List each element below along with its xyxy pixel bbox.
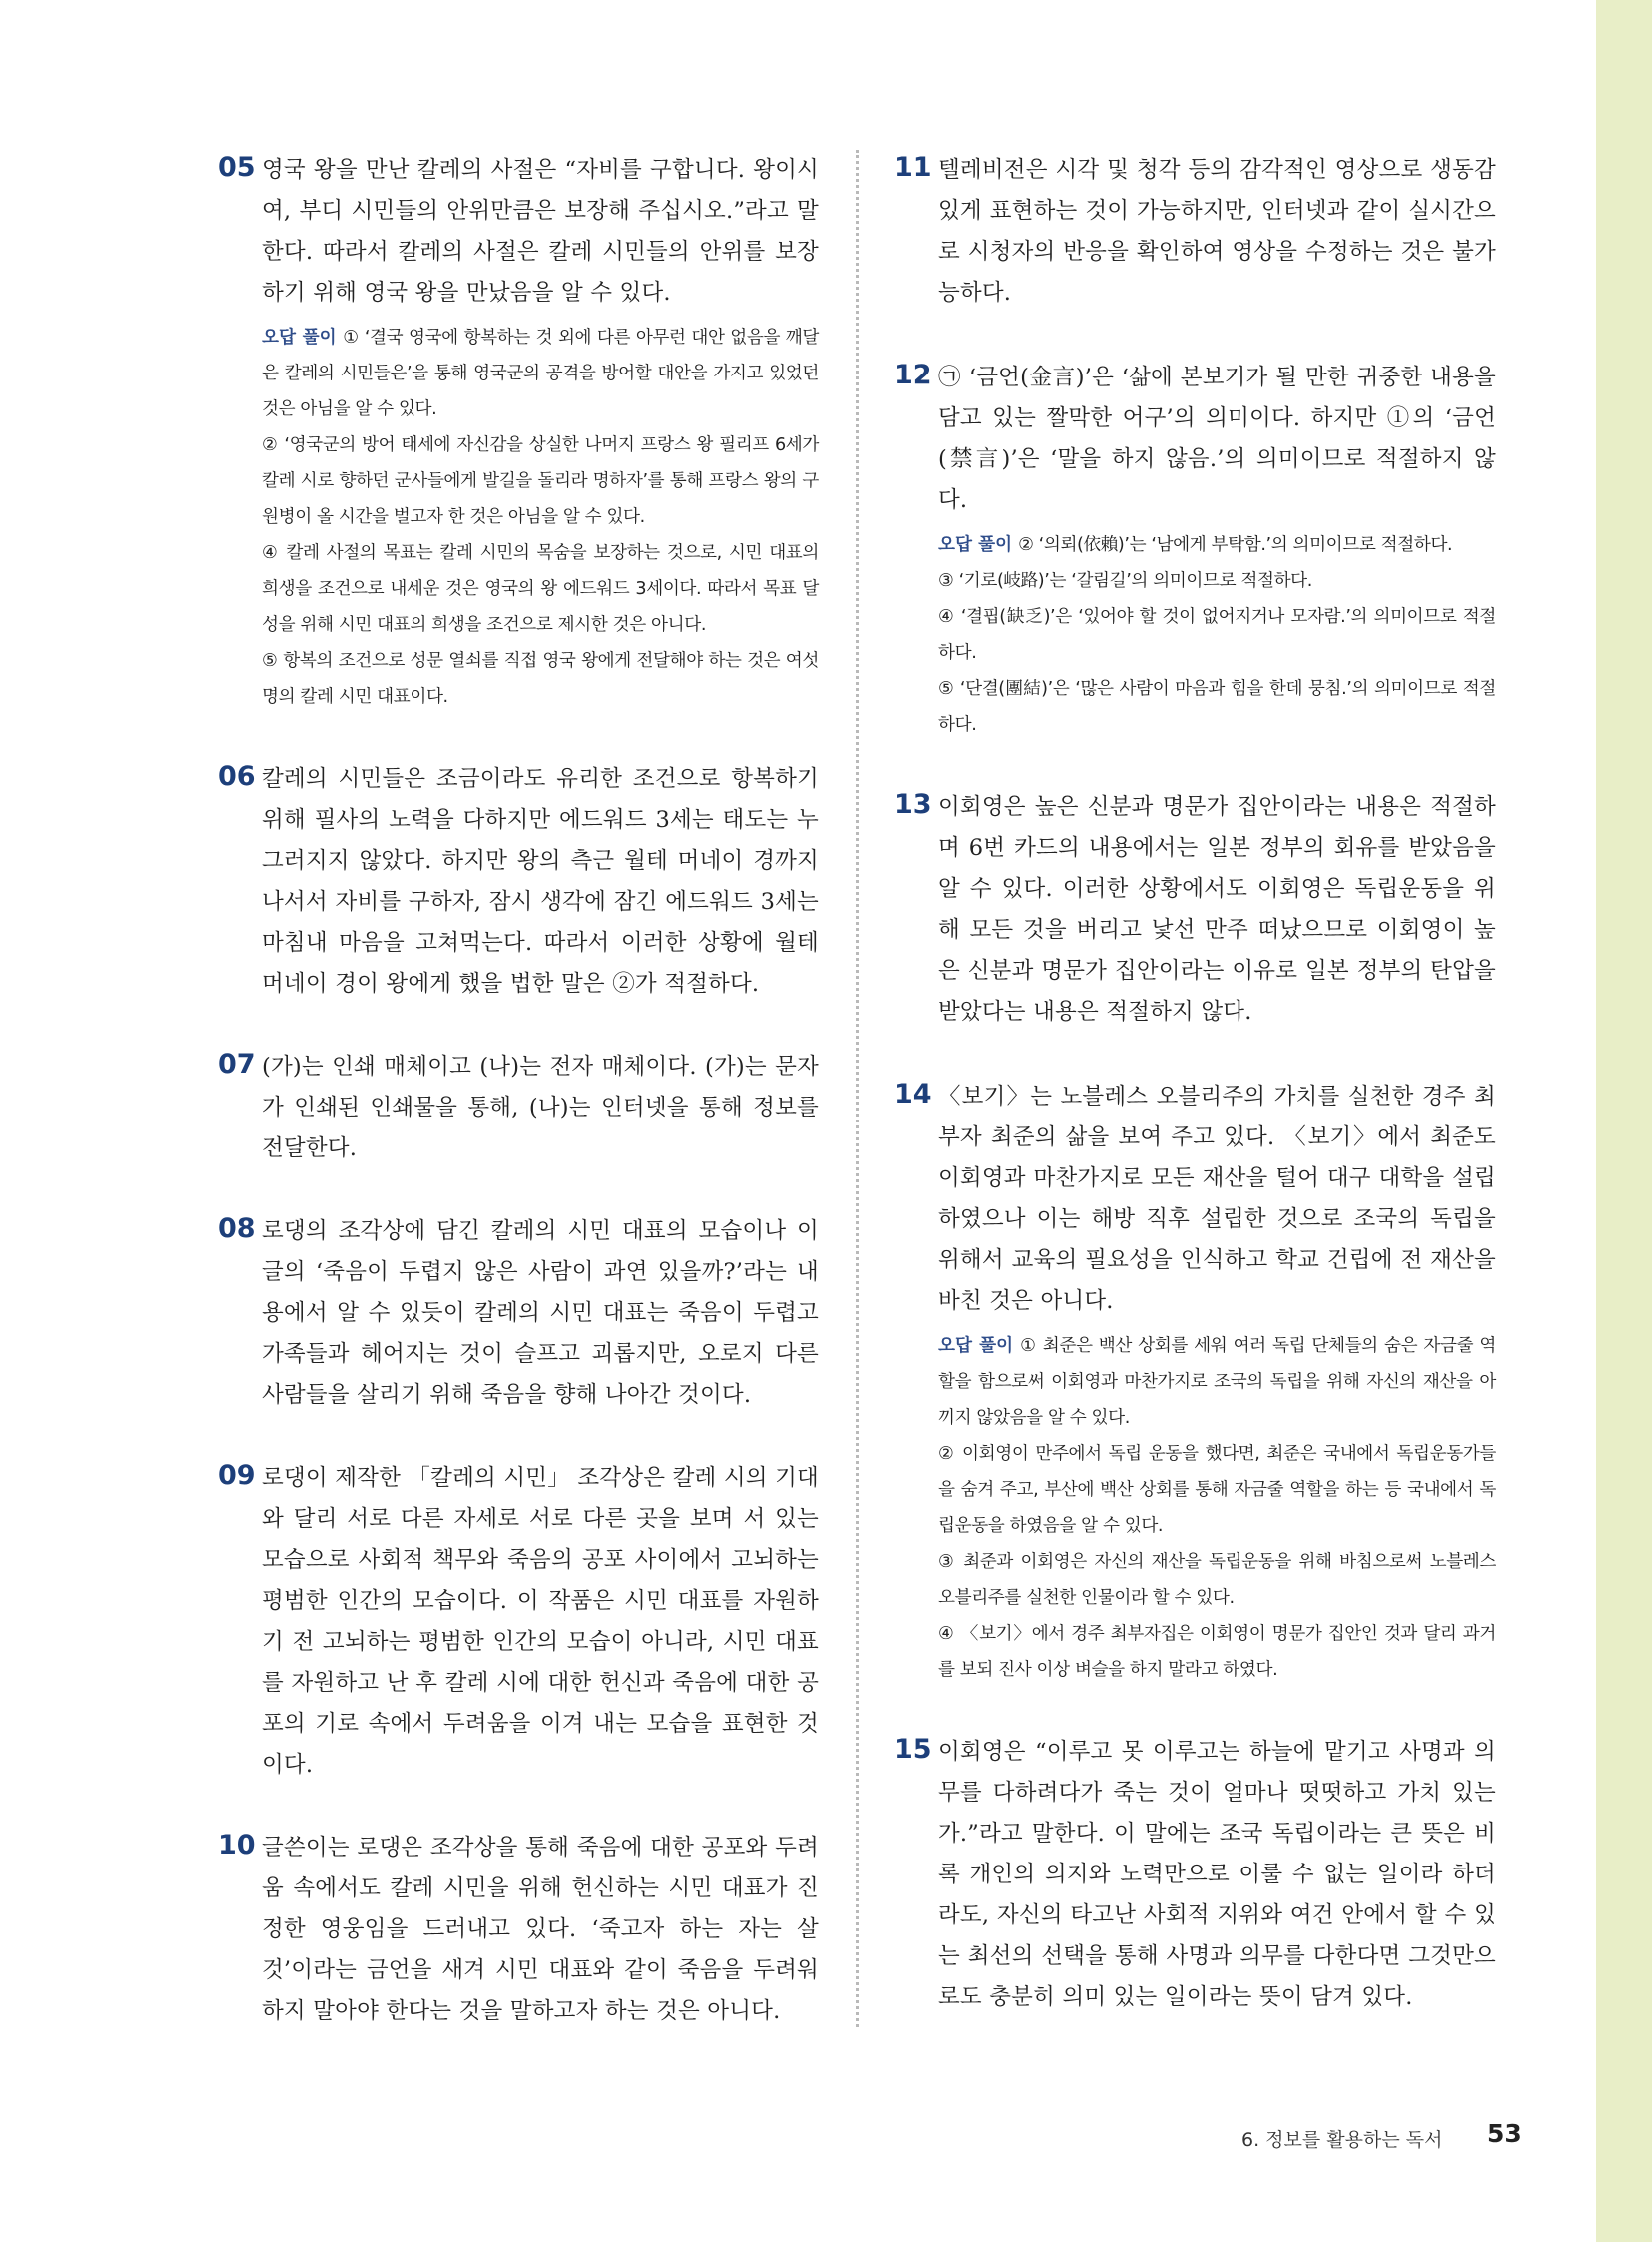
answer-text: 텔레비전은 시각 및 청각 등의 감각적인 영상으로 생동감 있게 표현하는 것이 가능하지만, 인터넷과 같이 실시간으로 시청자의 반응을 확인하여 영상을 수정하는 것은 불가능하다. <box>938 157 1496 306</box>
answer-13 <box>894 787 1496 1033</box>
note-4: ④ 〈보기〉에서 경주 최부자집은 이회영이 명문가 집안인 것과 달리 과거를 보되 진사 이상 벼슬을 하지 말라고 하였다. <box>938 1624 1496 1680</box>
wrong-answer-tag: 오답 풀이 <box>262 328 337 348</box>
question-number: 07 <box>218 1049 256 1080</box>
column-divider <box>856 150 859 2027</box>
answer-text: 칼레의 시민들은 조금이라도 유리한 조건으로 항복하기 위해 필사의 노력을 다하지만 에드워드 3세는 태도는 누그러지지 않았다. 하지만 왕의 측근 월테 머네이 경까지 나서서 자비를 구하자, 잠시 생각에 잠긴 에드워드 3세는 마침내 마음을 고쳐먹는다. 따라서 이러한 상황에 월테 머네이 경이 왕에게 했을 법한 말은 ②가 적절하다. <box>262 766 819 997</box>
answer-text: 〈보기〉는 노블레스 오블리주의 가치를 실천한 경주 최부자 최준의 삶을 보여 주고 있다. 〈보기〉에서 최준도 이회영과 마찬가지로 모든 재산을 털어 대구 대학을 설립하였으나 이는 해방 직후 설립한 것으로 조국의 독립을 위해서 교육의 필요성을 인식하고 학교 건립에 전 재산을 바친 것은 아니다. <box>938 1084 1496 1314</box>
chapter-title: 6. 정보를 활용하는 독서 <box>1241 2129 1443 2151</box>
page-number: 53 <box>1487 2119 1522 2148</box>
page-edge-strip <box>1596 0 1652 2242</box>
note-1: 오답 풀이 ① 최준은 백산 상회를 세워 여러 독립 단체들의 숨은 자금줄 역할을 함으로써 이회영과 마찬가지로 조국의 독립을 위해 자신의 재산을 아끼지 않았음을 알 수 있다. <box>938 1336 1496 1428</box>
note-1: 오답 풀이 ② ‘의뢰(依賴)’는 ‘남에게 부탁함.’의 의미이므로 적절하다. <box>938 535 1453 555</box>
note-3: ④ ‘결핍(缺乏)’은 ‘있어야 할 것이 없어지거나 모자람.’의 의미이므로 적절하다. <box>938 607 1496 663</box>
note-2: ③ ‘기로(岐路)’는 ‘갈림길’의 의미이므로 적절하다. <box>938 571 1312 591</box>
question-number: 06 <box>218 761 256 792</box>
wrong-answer-tag: 오답 풀이 <box>938 535 1013 555</box>
question-number: 05 <box>218 152 256 183</box>
question-number: 12 <box>894 360 932 390</box>
question-number: 08 <box>218 1213 256 1244</box>
wrong-answer-notes <box>938 1328 1496 1688</box>
answer-15 <box>894 1732 1496 2018</box>
answer-text: 글쓴이는 로댕은 조각상을 통해 죽음에 대한 공포와 두려움 속에서도 칼레 시민을 위해 헌신하는 시민 대표가 진정한 영웅임을 드러내고 있다. ‘죽고자 하는 자는 살 것’이라는 금언을 새겨 시민 대표와 같이 죽음을 두려워하지 말아야 한다는 것을 말하고자 하는 것은 아니다. <box>262 1835 819 2024</box>
answer-text: ㉠ ‘금언(金言)’은 ‘삶에 본보기가 될 만한 귀중한 내용을 담고 있는 짤막한 어구’의 의미이다. 하지만 ①의 ‘금언(禁言)’은 ‘말을 하지 않음.’의 의미이므로 적절하지 않다. <box>938 365 1496 513</box>
answer-text: 이회영은 높은 신분과 명문가 집안이라는 내용은 적절하며 6번 카드의 내용에서는 일본 정부의 회유를 받았음을 알 수 있다. 이러한 상황에서도 이회영은 독립운동을 위해 모든 것을 버리고 낯선 만주 떠났으므로 이회영이 높은 신분과 명문가 집안이라는 이유로 일본 정부의 탄압을 받았다는 내용은 적절하지 않다. <box>938 794 1496 1025</box>
note-4: ⑤ 항복의 조건으로 성문 열쇠를 직접 영국 왕에게 전달해야 하는 것은 여섯 명의 칼레 시민 대표이다. <box>262 651 819 707</box>
right-column <box>894 150 1496 2018</box>
answer-text: 로댕이 제작한 「칼레의 시민」 조각상은 칼레 시의 기대와 달리 서로 다른 자세로 서로 다른 곳을 보며 서 있는 모습으로 사회적 책무와 죽음의 공포 사이에서 고뇌하는 평범한 인간의 모습이다. 이 작품은 시민 대표를 자원하기 전 고뇌하는 평범한 인간의 모습이 아니라, 시민 대표를 자원하고 난 후 칼레 시에 대한 헌신과 죽음에 대한 공포의 기로 속에서 두려움을 이겨 내는 모습을 표현한 것이다. <box>262 1465 819 1778</box>
question-number: 11 <box>894 152 932 183</box>
wrong-answer-notes <box>262 320 819 715</box>
wrong-answer-tag: 오답 풀이 <box>938 1336 1014 1356</box>
answer-text: 이회영은 “이루고 못 이루고는 하늘에 맡기고 사명과 의무를 다하려다가 죽는 것이 얼마나 떳떳하고 가치 있는가.”라고 말한다. 이 말에는 조국 독립이라는 큰 뜻은 비록 개인의 의지와 노력만으로 이룰 수 없는 일이라 하더라도, 자신의 타고난 사회적 지위와 여건 안에서 할 수 있는 최선의 선택을 통해 사명과 의무를 다한다면 그것만으로도 충분히 의미 있는 일이라는 뜻이 담겨 있다. <box>938 1739 1496 2010</box>
note-4: ⑤ ‘단결(團結)’은 ‘많은 사람이 마음과 힘을 한데 뭉침.’의 의미이므로 적절하다. <box>938 679 1496 735</box>
answer-12 <box>894 358 1496 743</box>
answer-07 <box>218 1047 819 1169</box>
answer-05 <box>218 150 819 715</box>
question-number: 09 <box>218 1460 256 1491</box>
answer-text: 영국 왕을 만난 칼레의 사절은 “자비를 구합니다. 왕이시여, 부디 시민들의 안위만큼은 보장해 주십시오.”라고 말한다. 따라서 칼레의 사절은 칼레 시민들의 안위를 보장하기 위해 영국 왕을 만났음을 알 수 있다. <box>262 157 819 306</box>
answer-text: 로댕의 조각상에 담긴 칼레의 시민 대표의 모습이나 이 글의 ‘죽음이 두렵지 않은 사람이 과연 있을까?’라는 내용에서 알 수 있듯이 칼레의 시민 대표는 죽음이 두렵고 가족들과 헤어지는 것이 슬프고 괴롭지만, 오로지 다른 사람들을 살리기 위해 죽음을 향해 나아간 것이다. <box>262 1218 819 1408</box>
question-number: 13 <box>894 789 932 820</box>
answer-08 <box>218 1211 819 1416</box>
left-column <box>218 150 819 2032</box>
answer-10 <box>218 1828 819 2032</box>
answer-11 <box>894 150 1496 314</box>
answer-06 <box>218 759 819 1005</box>
note-2: ② ‘영국군의 방어 태세에 자신감을 상실한 나머지 프랑스 왕 필리프 6세가 칼레 시로 향하던 군사들에게 발길을 돌리라 명하자’를 통해 프랑스 왕의 구원병이 올 시간을 벌고자 한 것은 아님을 알 수 있다. <box>262 435 819 527</box>
note-3: ④ 칼레 사절의 목표는 칼레 시민의 목숨을 보장하는 것으로, 시민 대표의 희생을 조건으로 내세운 것은 영국의 왕 에드워드 3세이다. 따라서 목표 달성을 위해 시민 대표의 희생을 조건으로 제시한 것은 아니다. <box>262 543 819 635</box>
question-number: 15 <box>894 1734 932 1765</box>
answer-14 <box>894 1077 1496 1688</box>
question-number: 14 <box>894 1079 932 1110</box>
note-1: 오답 풀이 ① ‘결국 영국에 항복하는 것 외에 다른 아무런 대안 없음을 깨달은 칼레의 시민들은’을 통해 영국군의 공격을 방어할 대안을 가지고 있었던 것은 아님을 알 수 있다. <box>262 328 819 419</box>
question-number: 10 <box>218 1830 256 1861</box>
answer-text: (가)는 인쇄 매체이고 (나)는 전자 매체이다. (가)는 문자가 인쇄된 인쇄물을 통해, (나)는 인터넷을 통해 정보를 전달한다. <box>262 1054 819 1161</box>
answer-09 <box>218 1458 819 1786</box>
wrong-answer-notes <box>938 527 1496 743</box>
note-2: ② 이회영이 만주에서 독립 운동을 했다면, 최준은 국내에서 독립운동가들을 숨겨 주고, 부산에 백산 상회를 통해 자금줄 역할을 하는 등 국내에서 독립운동을 하였음을 알 수 있다. <box>938 1444 1496 1536</box>
note-3: ③ 최준과 이회영은 자신의 재산을 독립운동을 위해 바침으로써 노블레스 오블리주를 실천한 인물이라 할 수 있다. <box>938 1552 1496 1608</box>
